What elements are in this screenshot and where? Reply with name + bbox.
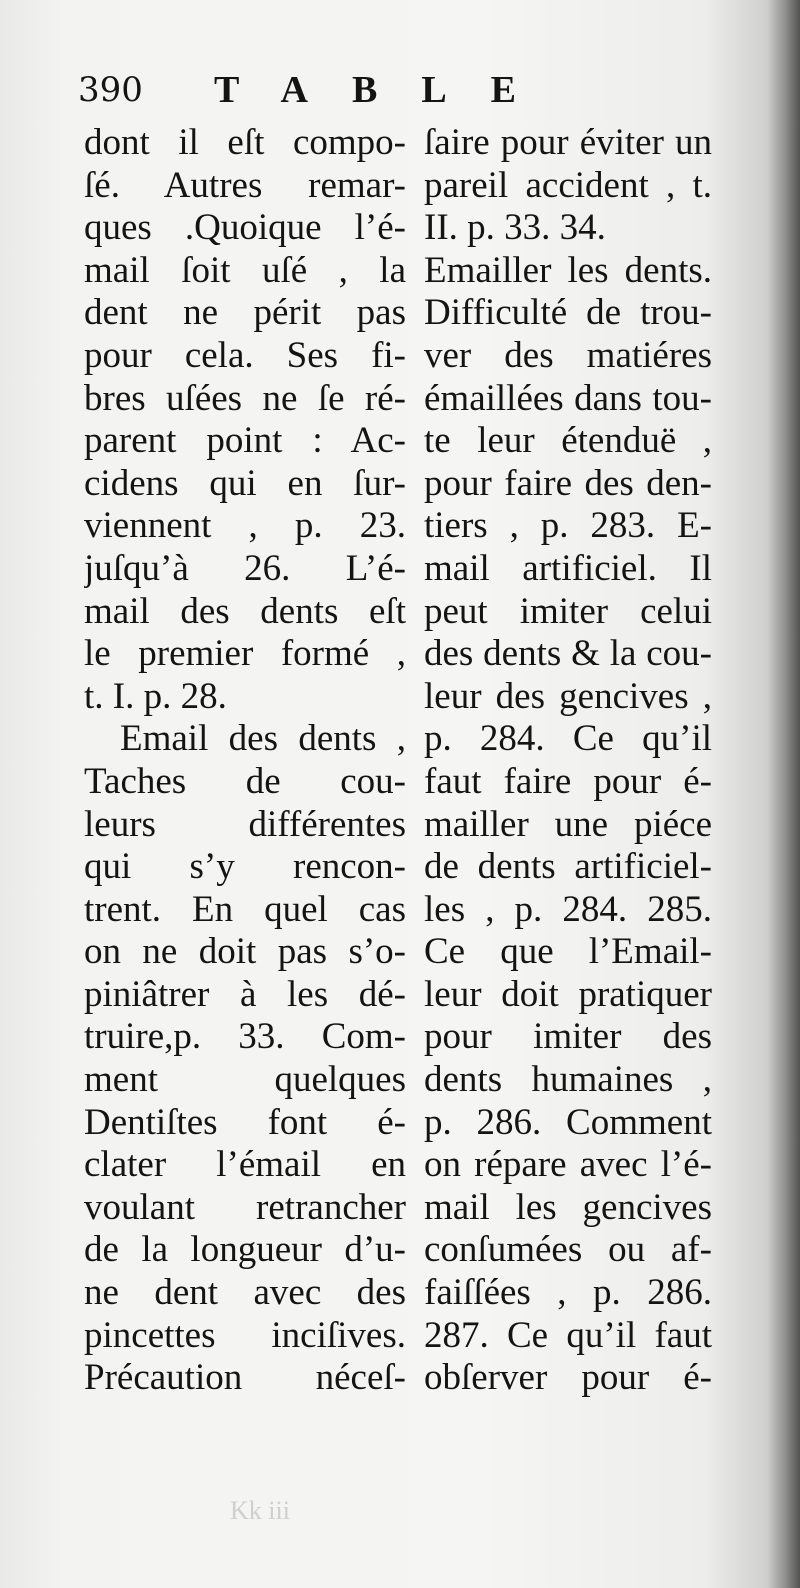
- text-line: bres uſées ne ſe ré-: [84, 377, 406, 419]
- text-line: ſaire pour éviter un: [424, 122, 712, 163]
- text-line: mail les gencives: [424, 1186, 712, 1228]
- text-line: Email des dents ,: [120, 718, 406, 760]
- text-line: te leur étenduë ,: [424, 420, 712, 462]
- text-line: mail artificiel. Il: [424, 547, 712, 589]
- text-line: dents humaines ,: [424, 1059, 712, 1101]
- text-line: dont il eſt compo-: [84, 122, 406, 163]
- text-line: parent point : Ac-: [84, 420, 406, 462]
- text-line: p. 286. Comment: [424, 1101, 712, 1143]
- text-line: pour imiter des: [424, 1016, 712, 1058]
- text-line: le premier formé ,: [84, 633, 406, 675]
- text-line: clater l’émail en: [84, 1144, 406, 1186]
- text-line: on ne doit pas s’o-: [84, 931, 406, 973]
- text-line: cidens qui en ſur-: [84, 462, 406, 504]
- text-line: mail des dents eſt: [84, 590, 406, 632]
- text-line: émaillées dans tou-: [424, 377, 712, 419]
- text-line: ment quelques: [84, 1059, 406, 1101]
- text-line: leur doit pratiquer: [424, 973, 712, 1015]
- text-line: conſumées ou af-: [424, 1229, 712, 1271]
- text-line: on répare avec l’é-: [424, 1144, 712, 1186]
- text-line: pareil accident , t.: [424, 164, 712, 206]
- text-line: pour cela. Ses fi-: [84, 334, 406, 376]
- text-line: leur des gencives ,: [424, 675, 712, 717]
- text-line: Ce que l’Email-: [424, 931, 712, 973]
- text-line: leurs différentes: [84, 803, 406, 845]
- text-line: pour faire des den-: [424, 462, 712, 504]
- right-column: [424, 122, 712, 1400]
- text-line: qui s’y rencon-: [84, 846, 406, 888]
- text-line: ver des matiéres: [424, 334, 712, 376]
- text-line: de la longueur d’u-: [84, 1229, 406, 1271]
- text-line: Dentiſtes font é-: [84, 1101, 406, 1143]
- text-line: les , p. 284. 285.: [424, 888, 712, 930]
- text-line: trent. En quel cas: [84, 888, 406, 930]
- text-line: faiſſées , p. 286.: [424, 1272, 712, 1314]
- text-line: voulant retrancher: [84, 1186, 406, 1228]
- text-line: mailler une piéce: [424, 803, 712, 845]
- text-line: faut faire pour é-: [424, 760, 712, 802]
- text-line: ne dent avec des: [84, 1272, 406, 1314]
- text-line: tiers , p. 283. E-: [424, 505, 712, 547]
- bleed-through-signature: Kk iii: [230, 1496, 290, 1525]
- text-line: mail ſoit uſé , la: [84, 249, 406, 291]
- text-line: ſé. Autres remar-: [84, 164, 406, 206]
- text-line: t. I. p. 28.: [84, 675, 227, 717]
- text-line: Précaution néceſ-: [84, 1357, 406, 1399]
- text-line: dent ne périt pas: [84, 292, 406, 334]
- text-line: 287. Ce qu’il faut: [424, 1314, 712, 1356]
- left-column: [84, 122, 410, 1400]
- page-number: 390: [78, 70, 143, 110]
- text-line: Emailler les dents.: [424, 249, 712, 291]
- text-line: juſqu’à 26. L’é-: [84, 547, 406, 589]
- page-header: [78, 66, 718, 114]
- spine-shadow: [766, 0, 800, 1588]
- text-line: peut imiter celui: [424, 590, 712, 632]
- text-line: II. p. 33. 34.: [424, 207, 606, 249]
- running-title: TABLE: [214, 69, 561, 111]
- text-line: des dents & la cou-: [424, 633, 712, 675]
- text-line: de dents artificiel-: [424, 846, 712, 888]
- text-line: viennent , p. 23.: [84, 505, 406, 547]
- text-line: piniâtrer à les dé-: [84, 973, 406, 1015]
- text-line: truire,p. 33. Com-: [84, 1016, 406, 1058]
- text-line: pincettes inciſives.: [84, 1314, 406, 1356]
- text-line: Taches de cou-: [84, 760, 406, 802]
- text-line: ques .Quoique l’é-: [84, 207, 406, 249]
- text-line: p. 284. Ce qu’il: [424, 718, 712, 760]
- text-line: Difficulté de trou-: [424, 292, 712, 334]
- text-line: obſerver pour é-: [424, 1357, 712, 1399]
